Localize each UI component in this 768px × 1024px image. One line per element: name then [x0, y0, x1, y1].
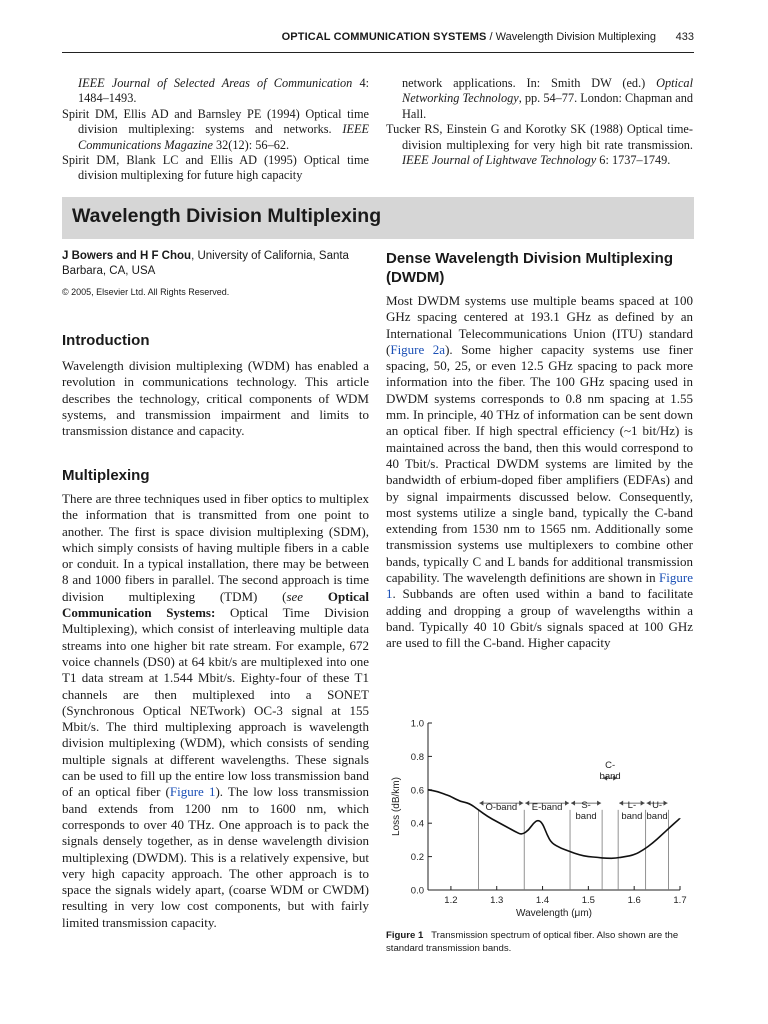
dwdm-text-2: ). Some higher capacity systems use finer spacing, 50, 25, or even 12.5 GHz spacing to pack more information into the fiber. The 100 GHz spacing used in DWDM systems corresponds to 0.8 nm spacing at 1.55 mm. In principle, 40 THz of information can be sent down an optical fiber. If high spectral efficiency (~1 bit/Hz) is maintained across the band, then this would correspond to 40 Tbit/s. Practical DWDM systems are limited by the bandwidth of erbium-doped fiber amplifiers (EDFAs) and by signal impairments discussed below. Consequently, most systems utilize a single band, typically the C-band extending from 1530 nm to 1565 nm. Additionally some transmission systems use multiplexers to combine other bands, typically C and L bands for additional transmission capability. The wavelength definitions are shown in [386, 341, 694, 586]
band-label-line: band [599, 771, 621, 783]
band-arrowhead-right [641, 801, 645, 806]
authors [62, 249, 369, 279]
heading-dwdm: Dense Wavelength Division Multiplexing (DWDM) [386, 250, 673, 286]
reference-journal: Optical Networking Technology [402, 76, 693, 106]
y-tick-label: 1.0 [410, 718, 424, 730]
x-tick-label: 1.3 [490, 895, 504, 906]
y-tick-label: 0.2 [410, 852, 424, 864]
heading-multiplexing: Multiplexing [62, 467, 150, 484]
reference-entry [386, 122, 693, 168]
y-tick-label: 0.6 [410, 785, 424, 797]
heading-introduction: Introduction [62, 332, 150, 349]
x-tick-label: 1.6 [627, 895, 641, 906]
references-left-column [62, 76, 369, 184]
reference-entry [62, 76, 369, 107]
paragraph-multiplexing [62, 491, 369, 931]
reference-text: network applications. In: Smith DW (ed.) [402, 76, 657, 90]
mux-crossref[interactable]: Optical Communication Systems: [62, 588, 369, 621]
figure-1-link[interactable]: Figure 1 [169, 784, 216, 800]
paragraph-dwdm [386, 293, 693, 652]
mux-text-1: There are three techniques used in fiber optics to multiplex the information that is transmitted from one point to another. The first is space division multiplexing (SDM), which simply consists of having multiple fibers in a cable or conduit. In a typical installation, there may be between 8 and 1000 fibers in parallel. The second approach is time division multiplexing (TDM) ( [62, 491, 369, 604]
loss-curve-line [428, 790, 680, 859]
x-tick-label: 1.7 [673, 895, 687, 906]
author-names: J Bowers and H F Chou [62, 250, 192, 262]
header-subsection: Wavelength Division Multiplexing [495, 31, 656, 43]
references-right-column [386, 76, 693, 168]
x-tick-label: 1.5 [581, 895, 595, 906]
y-tick-label: 0.0 [410, 885, 424, 897]
reference-entry [386, 76, 693, 122]
figure-2a-link[interactable]: Figure 2a [390, 341, 446, 357]
band-label-line: band [575, 810, 597, 822]
band-arrowhead-left [479, 801, 483, 806]
y-axis-title: Loss (dB/km) [391, 777, 402, 836]
y-tick-label: 0.8 [410, 751, 424, 763]
author-affiliation: , University of California, Santa Barbara, CA, USA [62, 250, 349, 277]
band-arrowhead-left [571, 801, 575, 806]
reference-entry [62, 153, 369, 184]
reference-journal: IEEE Communications Magazine [78, 122, 369, 152]
article-title-band [62, 197, 694, 239]
band-label [600, 760, 621, 782]
header-rule [62, 52, 694, 53]
header-separator: / [486, 31, 496, 43]
mux-text-2: Optical Time Division Multiplexing), which consist of interleaving multiple data streams into one higher bit rate stream. For example, 672 voice channels (DS0) at 64 kbit/s are multiplexed into one T1 data stream at 1.544 Mbit/s. Eighty-four of these T1 channels are then multiplexed into a SONET (Synchronous Optical NETwork) OC-3 signal at 155 Mbit/s. The third multiplexing approach is wavelength division multiplexing (WDM), which consists of sending multiple signals at different wavelengths. These signals can be used to fill up the entire low loss transmission band of an optical fiber ( [62, 605, 369, 800]
x-axis-title: Wavelength (μm) [516, 908, 592, 919]
x-tick-label: 1.2 [444, 895, 458, 906]
band-label-line: C- [605, 760, 616, 772]
x-tick-label: 1.4 [535, 895, 550, 906]
band-label-line: U- [652, 799, 663, 811]
band-label-line: E-band [531, 801, 563, 813]
reference-text-end: 32(12): 56–62. [212, 137, 290, 152]
dwdm-text-1: Most DWDM systems use multiple beams spaced at 100 GHz spacing centered at 193.1 GHz as defined by an International Telecommunications Union (ITU) standard ( [386, 293, 693, 357]
reference-journal: IEEE Journal of Lightwave Technology [402, 153, 597, 168]
mux-text-3: ). The low loss transmission band extends from 1200 nm to 1600 nm, which corresponds to over 40 THz. One approach is to pack the signals densely together, as in dense wavelength division multiplexing (DWDM). This is a relatively expensive, but very high capacity approach. The other approach is to space the signals widely apart, (coarse WDM or CWDM) resulting in very low cost components, but with fairly limited transmission capacity. [62, 784, 369, 930]
article-title: Wavelength Division Multiplexing [72, 205, 382, 227]
band-arrowhead-right [565, 801, 569, 806]
figure-caption-text: Transmission spectrum of optical fiber. Also shown are the standard transmission bands. [386, 930, 679, 954]
reference-text-end: 4: 1484–1493. [78, 76, 370, 106]
dwdm-text-3: . Subbands are often used within a band to facilitate adding and dropping a group of wavelengths within a band. Typically 40 10 Gbit/s signals spaced at 100 GHz are used to fill the C-band. Higher capacity [386, 586, 693, 651]
band-arrowhead-right [519, 801, 523, 806]
band-label [485, 802, 517, 813]
band-arrowhead-left [619, 801, 623, 806]
band-label-line: L- [627, 799, 637, 811]
running-header-title [282, 31, 656, 43]
mux-see: see [286, 588, 304, 604]
figure-1 [380, 712, 700, 927]
reference-text: Tucker RS, Einstein G and Korotky SK (1988) Optical time-division multiplexing for very high bit rate transmission. [386, 122, 693, 152]
figure-caption-label: Figure 1 [386, 930, 424, 941]
band-arrowhead-right [664, 801, 668, 806]
running-header [62, 31, 694, 51]
author-block [62, 249, 369, 297]
reference-text: Spirit DM, Blank LC and Ellis AD (1995) Optical time division multiplexing for future high capacity [62, 153, 369, 183]
band-label [532, 802, 563, 813]
fiber-loss-chart [380, 712, 700, 927]
band-label-line: band [621, 810, 643, 822]
figure-caption [386, 929, 696, 955]
paragraph-introduction: Wavelength division multiplexing (WDM) has enabled a revolution in communications technology. This article describes the technology, critical components of WDM systems, and transmission impairment and limits to transmission distance and capacity. [62, 358, 369, 439]
y-tick-label: 0.4 [410, 818, 424, 830]
band-arrowhead-right [597, 801, 601, 806]
reference-text-end: 6: 1737–1749. [596, 153, 671, 168]
reference-journal: IEEE Journal of Selected Areas of Communication [78, 76, 353, 90]
reference-text-end: , pp. 54–77. London: Chapman and Hall. [402, 91, 693, 121]
reference-text: Spirit DM, Ellis AD and Barnsley PE (1994) Optical time division multiplexing: systems and networks. [62, 106, 369, 137]
figure-1-link-dwdm[interactable]: Figure 1 [386, 570, 693, 602]
band-label-line: band [646, 810, 668, 822]
page-number: 433 [675, 31, 694, 43]
band-label-line: O-band [485, 801, 518, 813]
band-arrowhead-left [647, 801, 651, 806]
reference-entry [62, 107, 369, 153]
band-label-line: S- [581, 799, 591, 811]
copyright-notice: © 2005, Elsevier Ltd. All Rights Reserved. [62, 287, 230, 297]
band-arrowhead-left [525, 801, 529, 806]
header-section: OPTICAL COMMUNICATION SYSTEMS [281, 31, 487, 43]
